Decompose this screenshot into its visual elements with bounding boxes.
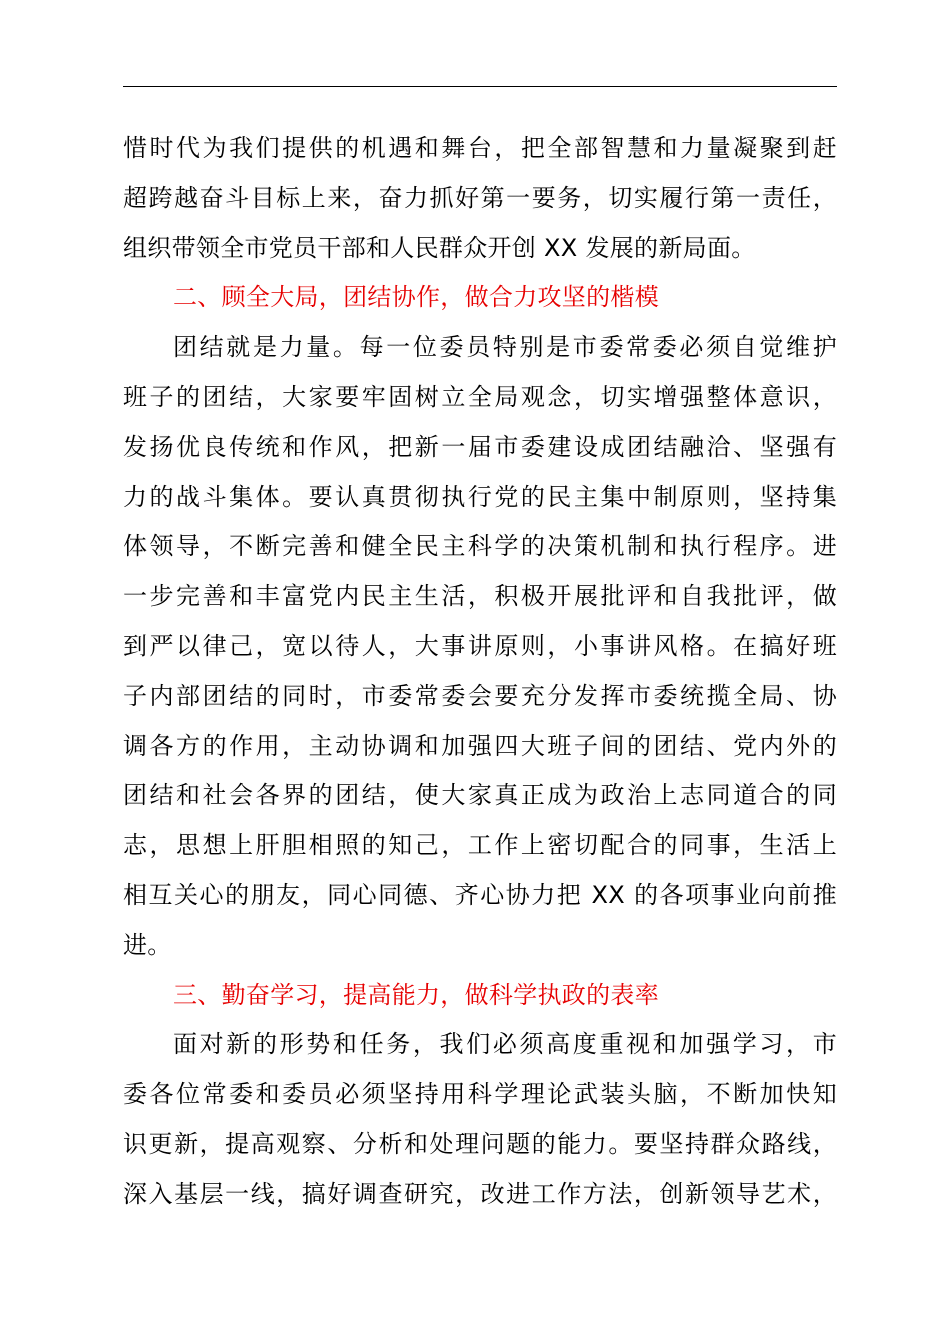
- paragraph-line: 面对新的形势和任务，我们必须高度重视和加强学习，市: [173, 1030, 837, 1059]
- paragraph-continued: [123, 124, 837, 273]
- paragraph-line: 委各位常委和委员必须坚持用科学理论武装头脑，不断加快知: [123, 1080, 837, 1109]
- paragraph-line: 识更新，提高观察、分析和处理问题的能力。要坚持群众路线，: [123, 1129, 837, 1158]
- section-heading-3: 三、勤奋学习，提高能力，做科学执政的表率: [173, 980, 659, 1009]
- paragraph-line: 子内部团结的同时，市委常委会要充分发挥市委统揽全局、协: [123, 681, 837, 710]
- paragraph-line: 组织带领全市党员干部和人民群众开创 XX 发展的新局面。: [123, 233, 756, 262]
- paragraph-line: 志，思想上肝胆相照的知己，工作上密切配合的同事，生活上: [123, 831, 837, 860]
- paragraph-line: 到严以律己，宽以待人，大事讲原则，小事讲风格。在搞好班: [123, 631, 837, 660]
- paragraph-unity: [123, 323, 837, 970]
- paragraph-line: 惜时代为我们提供的机遇和舞台，把全部智慧和力量凝聚到赶: [123, 134, 837, 162]
- header-rule: [123, 86, 837, 87]
- paragraph-line: 深入基层一线，搞好调查研究，改进工作方法，创新领导艺术，: [123, 1179, 837, 1208]
- paragraph-line: 班子的团结，大家要牢固树立全局观念，切实增强整体意识，: [123, 382, 837, 411]
- paragraph-line: 调各方的作用，主动协调和加强四大班子间的团结、党内外的: [123, 731, 837, 760]
- paragraph-line: 发扬优良传统和作风，把新一届市委建设成团结融洽、坚强有: [123, 432, 837, 461]
- paragraph-study: [123, 1020, 837, 1219]
- paragraph-line: 体领导，不断完善和健全民主科学的决策机制和执行程序。进: [123, 532, 837, 561]
- document-body: [123, 124, 837, 1220]
- paragraph-line: 相互关心的朋友，同心同德、齐心协力把 XX 的各项事业向前推: [123, 880, 837, 909]
- paragraph-line: 超跨越奋斗目标上来，奋力抓好第一要务，切实履行第一责任，: [123, 183, 837, 212]
- paragraph-line: 进。: [123, 930, 172, 959]
- paragraph-line: 一步完善和丰富党内民主生活，积极开展批评和自我批评，做: [123, 582, 837, 611]
- section-heading-2: 二、顾全大局，团结协作，做合力攻坚的楷模: [173, 283, 659, 312]
- paragraph-line: 团结和社会各界的团结，使大家真正成为政治上志同道合的同: [123, 781, 837, 810]
- paragraph-line: 力的战斗集体。要认真贯彻执行党的民主集中制原则，坚持集: [123, 482, 837, 511]
- paragraph-line: 团结就是力量。每一位委员特别是市委常委必须自觉维护: [173, 333, 837, 362]
